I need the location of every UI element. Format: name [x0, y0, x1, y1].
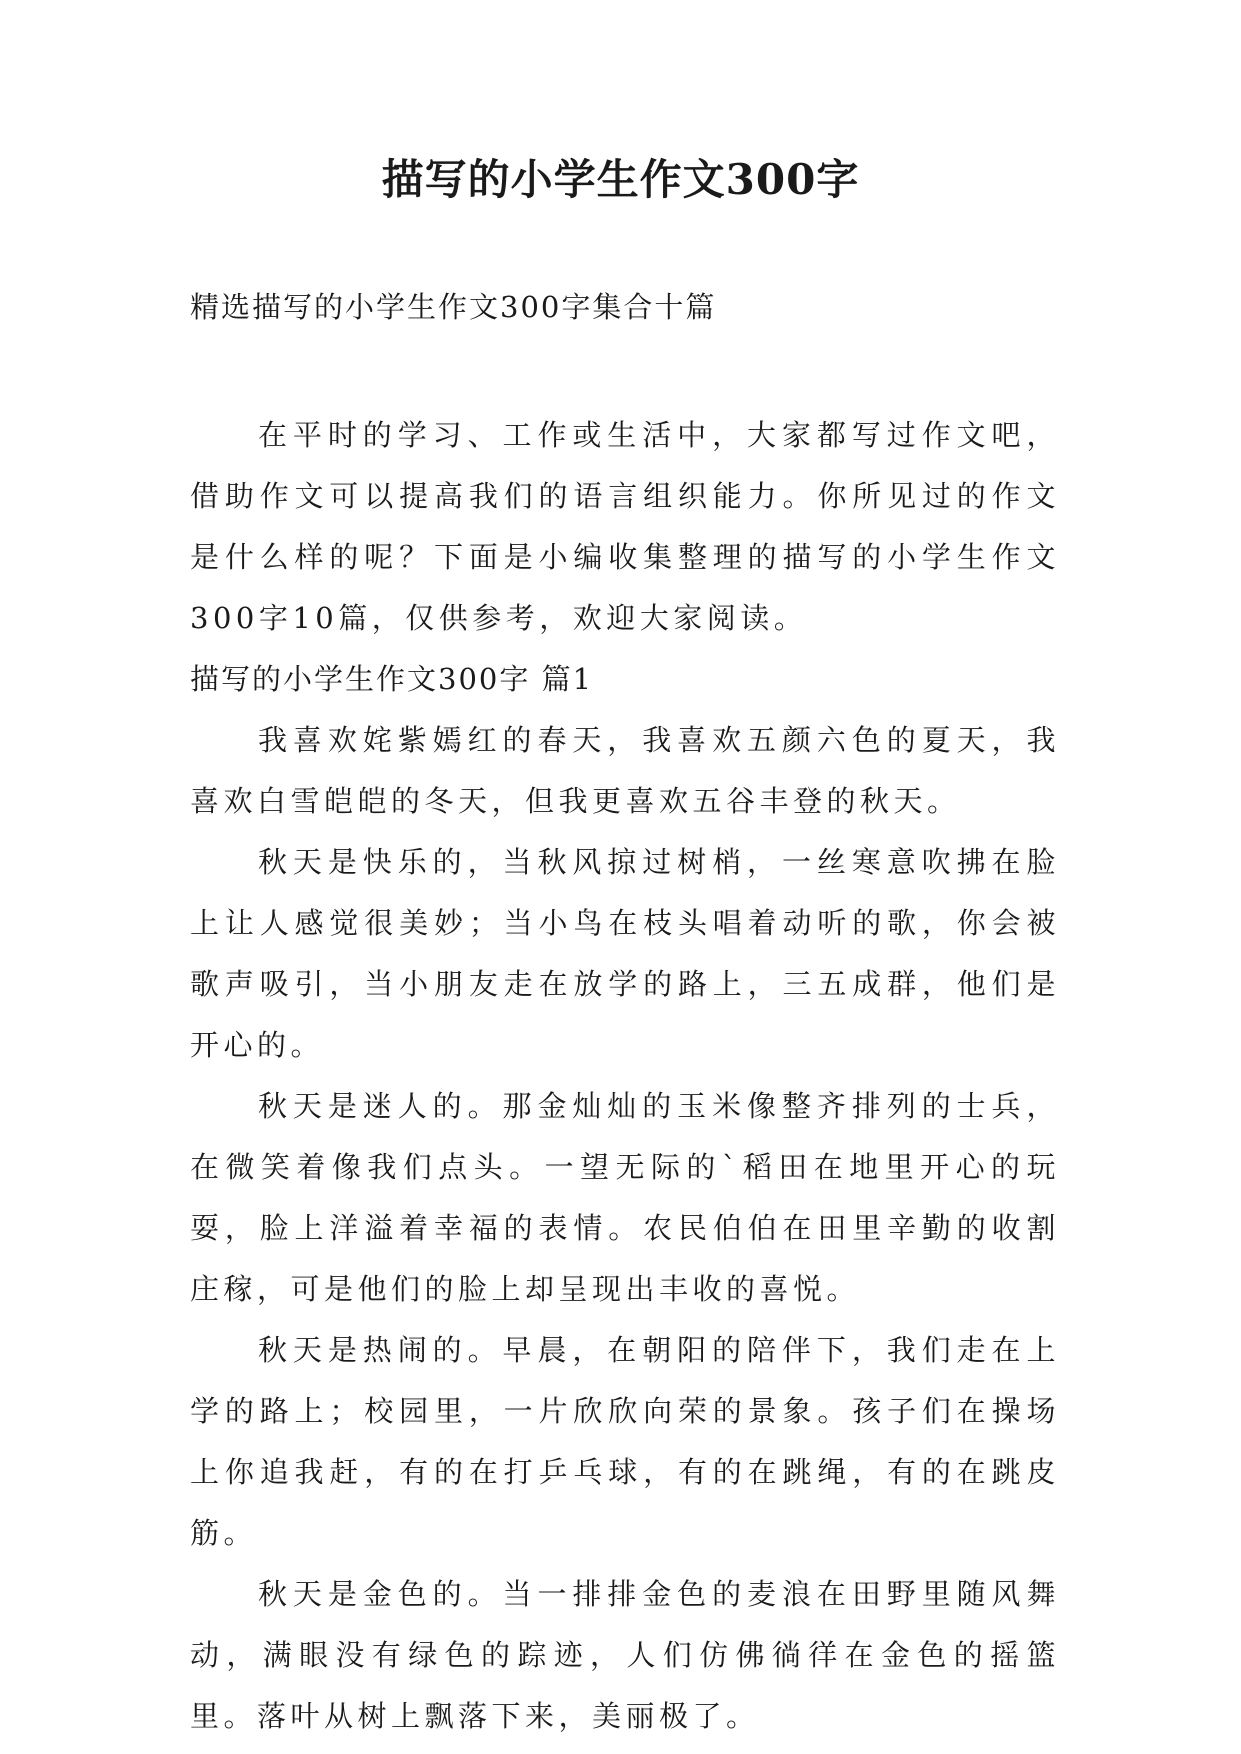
document-subtitle: 精选描写的小学生作文300字集合十篇 [190, 290, 717, 324]
body-paragraph: 秋天是金色的。当一排排金色的麦浪在田野里随风舞动，满眼没有绿色的踪迹，人们仿佛徜徉在金色的摇篮里。落叶从树上飘落下来，美丽极了。 [190, 1577, 1060, 1733]
document-title: 描写的小学生作文300字 [381, 155, 860, 204]
body-paragraph: 秋天是快乐的，当秋风掠过树梢，一丝寒意吹拂在脸上让人感觉很美妙；当小鸟在枝头唱着动听的歌，你会被歌声吸引，当小朋友走在放学的路上，三五成群，他们是开心的。 [190, 845, 1060, 1062]
intro-paragraph: 在平时的学习、工作或生活中，大家都写过作文吧，借助作文可以提高我们的语言组织能力。你所见过的作文是什么样的呢？下面是小编收集整理的描写的小学生作文300字10篇，仅供参考，欢迎大家阅读。 [190, 418, 1060, 635]
section-heading: 描写的小学生作文300字 篇1 [190, 662, 594, 696]
body-paragraph: 我喜欢姹紫嫣红的春天，我喜欢五颜六色的夏天，我喜欢白雪皑皑的冬天，但我更喜欢五谷丰登的秋天。 [190, 723, 1060, 818]
body-paragraph: 秋天是迷人的。那金灿灿的玉米像整齐排列的士兵，在微笑着像我们点头。一望无际的`稻田在地里开心的玩耍，脸上洋溢着幸福的表情。农民伯伯在田里辛勤的收割庄稼，可是他们的脸上却呈现出丰收的喜悦。 [190, 1089, 1060, 1306]
body-paragraph: 秋天是热闹的。早晨，在朝阳的陪伴下，我们走在上学的路上；校园里，一片欣欣向荣的景象。孩子们在操场上你追我赶，有的在打乒乓球，有的在跳绳，有的在跳皮筋。 [190, 1333, 1060, 1550]
document-body [190, 405, 1060, 1747]
